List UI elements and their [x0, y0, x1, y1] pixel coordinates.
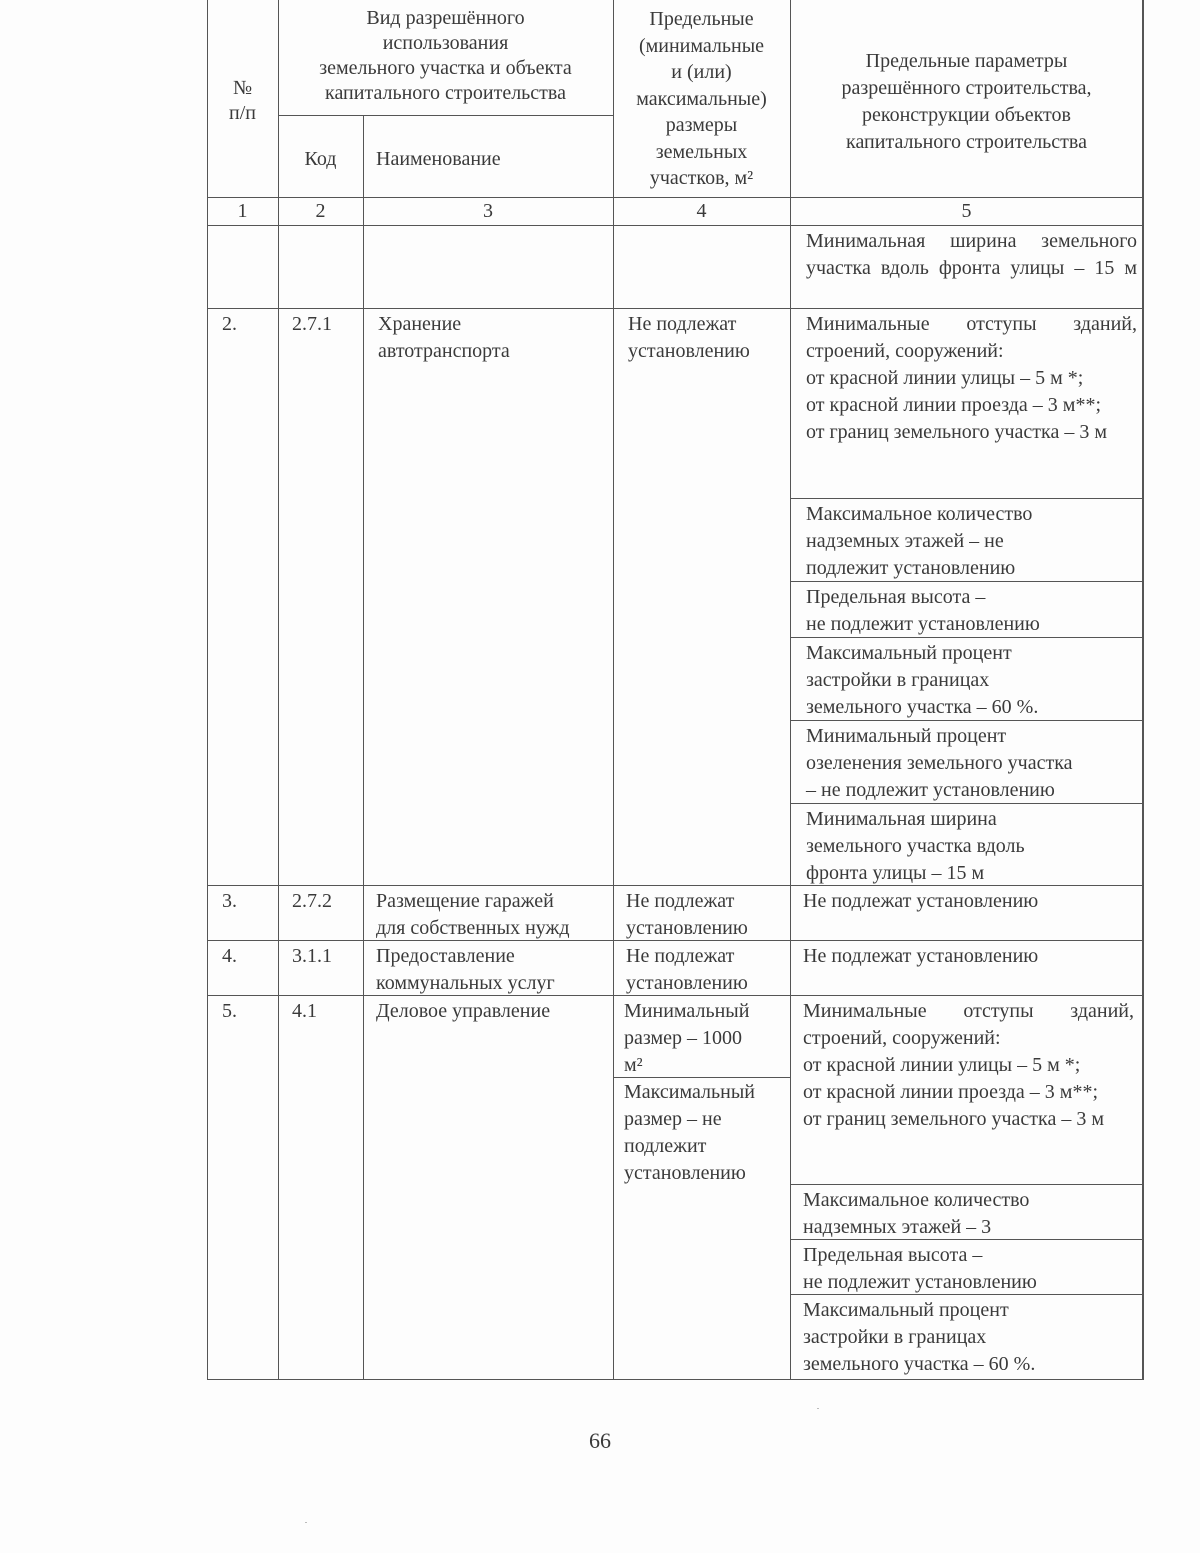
- header-name: Наименование: [376, 148, 501, 170]
- row4-num: 4.: [222, 945, 237, 967]
- row5-p1-line: [790, 1184, 1143, 1185]
- row5-param-coverage: Максимальный процент застройки в границах земельного участка – 60 %.: [803, 1299, 1036, 1375]
- row4-code: 3.1.1: [292, 945, 332, 967]
- header-group-line: [278, 115, 613, 116]
- row2-param-greenery: Минимальный процент озеленения земельного участка – не подлежит установлению: [806, 725, 1073, 801]
- header-num: № п/п: [229, 77, 256, 124]
- row2-param-coverage: Максимальный процент застройки в границах земельного участка – 60 %.: [806, 642, 1039, 718]
- row0-bottom-line: [207, 308, 1143, 309]
- row2-param-height: Предельная высота – не подлежит установлению: [806, 586, 1040, 635]
- row4-size: Не подлежат установлению: [626, 945, 748, 994]
- col-number-2: 2: [315, 200, 326, 222]
- row2-code: 2.7.1: [292, 313, 332, 335]
- row2-param-width: Минимальная ширина земельного участка вдоль фронта улицы – 15 м: [806, 808, 1025, 884]
- header-params: Предельные параметры разрешённого строительства, реконструкции объектов капитального строительства: [841, 50, 1092, 153]
- row5-size-max: Максимальный размер – не подлежит установлению: [624, 1081, 755, 1184]
- row3-num: 3.: [222, 890, 237, 912]
- row5-param-floors: Максимальное количество надземных этажей – 3: [803, 1189, 1030, 1238]
- row3-param: Не подлежат установлению: [803, 890, 1039, 912]
- row5-code: 4.1: [292, 1000, 317, 1022]
- header-group: Вид разрешённого использования земельного участка и объекта капитального строительства: [319, 7, 572, 104]
- row2-param-floors: Максимальное количество надземных этажей – не подлежит установлению: [806, 503, 1033, 579]
- col-line-code: [363, 115, 364, 1380]
- col-number-1: 1: [237, 200, 248, 222]
- colnum-bottom-line: [207, 225, 1143, 226]
- col-number-3: 3: [483, 200, 493, 222]
- row2-size: Не подлежат установлению: [628, 313, 750, 362]
- row3-code: 2.7.2: [292, 890, 332, 912]
- row5-size-min: Минимальный размер – 1000 м²: [624, 1000, 750, 1076]
- row0-param: Минимальная ширина земельного участка вдоль фронта улицы – 15 м: [806, 230, 1137, 279]
- scan-speck: [817, 1408, 819, 1409]
- col-number-5: 5: [961, 200, 972, 222]
- row3-name: Размещение гаражей для собственных нужд: [376, 890, 570, 939]
- header-code: Код: [304, 148, 337, 170]
- page-number: 66: [589, 1428, 611, 1453]
- row5-param-setbacks: Минимальные отступы зданий, строений, сооружений: от красной линии улицы – 5 м *; от красной линии проезда – 3 м**; от границ земельного участка – 3 м: [803, 1000, 1134, 1130]
- row2-param-setbacks: Минимальные отступы зданий, строений, сооружений: от красной линии улицы – 5 м *; от красной линии проезда – 3 м**; от границ земельного участка – 3 м: [806, 313, 1137, 443]
- row5-param-height: Предельная высота – не подлежит установлению: [803, 1244, 1037, 1293]
- row4-param: Не подлежат установлению: [803, 945, 1039, 967]
- col-number-4: 4: [696, 200, 707, 222]
- scan-speck: [305, 1522, 307, 1523]
- row2-name: Хранение автотранспорта: [378, 313, 510, 362]
- row2-num: 2.: [222, 313, 237, 335]
- row2-p1-line: [790, 498, 1143, 499]
- row5-num: 5.: [222, 1000, 237, 1022]
- row3-size: Не подлежат установлению: [626, 890, 748, 939]
- row4-name: Предоставление коммунальных услуг: [376, 945, 555, 994]
- col-line-right: [1143, 0, 1144, 1380]
- row5-name: Деловое управление: [376, 1000, 551, 1022]
- header-sizes: Предельные (минимальные и (или) максимальные) размеры земельных участков, м²: [636, 8, 767, 189]
